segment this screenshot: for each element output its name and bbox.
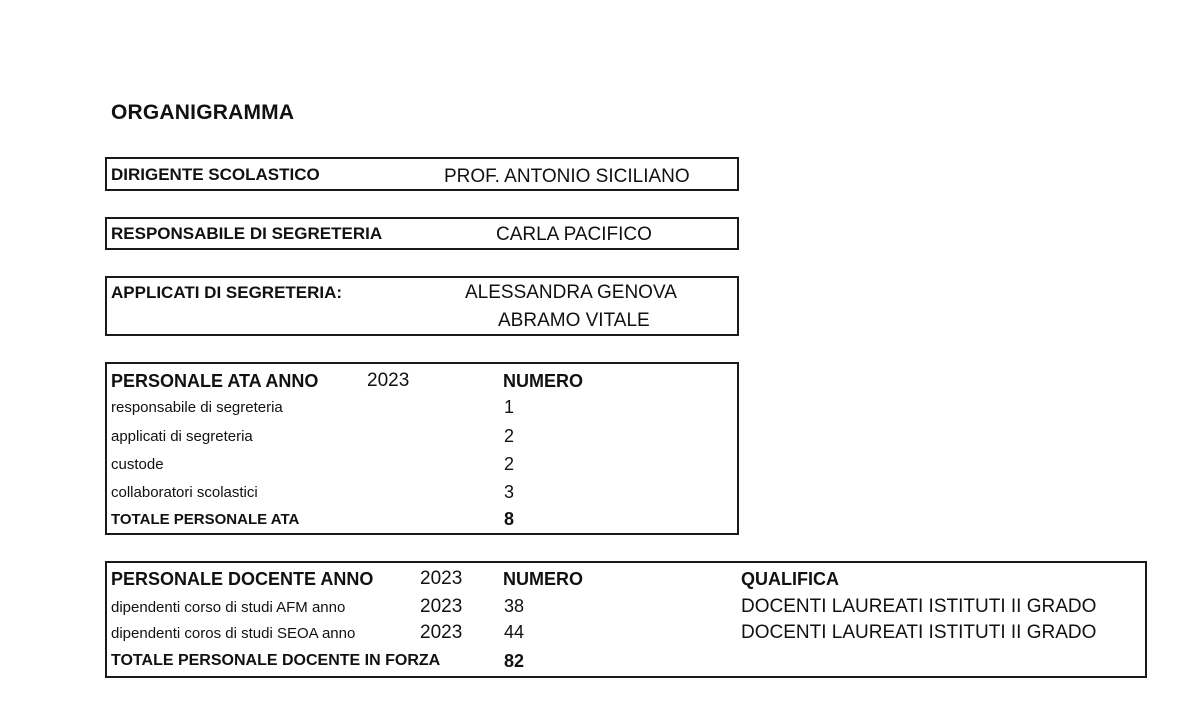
docenti-total-value: 82 — [504, 651, 525, 671]
ata-row-value: 2 — [504, 426, 515, 446]
ata-year: 2023 — [367, 370, 410, 391]
docenti-row-value: 38 — [504, 596, 525, 616]
responsabile-value: CARLA PACIFICO — [496, 224, 652, 245]
docenti-heading: PERSONALE DOCENTE ANNO — [111, 569, 374, 589]
ata-numero-header: NUMERO — [503, 371, 583, 391]
docenti-row-value: 44 — [504, 622, 525, 642]
docenti-row-year: 2023 — [420, 596, 463, 617]
ata-row-value: 3 — [504, 482, 515, 502]
docenti-numero-header: NUMERO — [503, 569, 583, 589]
dirigente-label: DIRIGENTE SCOLASTICO — [111, 165, 320, 184]
ata-row-label: responsabile di segreteria — [111, 399, 283, 416]
docenti-row-label: dipendenti coros di studi SEOA anno — [111, 625, 356, 642]
applicati-value-1: ALESSANDRA GENOVA — [465, 282, 677, 303]
ata-row-value: 2 — [504, 454, 515, 474]
ata-row-label: custode — [111, 456, 164, 473]
docenti-row-qualifica: DOCENTI LAUREATI ISTITUTI II GRADO — [741, 596, 1097, 617]
docenti-qualifica-header: QUALIFICA — [741, 569, 839, 589]
docenti-row-label: dipendenti corso di studi AFM anno — [111, 599, 346, 616]
docenti-row-year: 2023 — [420, 622, 463, 643]
docenti-row-qualifica: DOCENTI LAUREATI ISTITUTI II GRADO — [741, 622, 1097, 643]
ata-row-value: 1 — [504, 397, 515, 417]
page-title: ORGANIGRAMMA — [111, 101, 295, 124]
ata-row-label: applicati di segreteria — [111, 428, 253, 445]
ata-total-label: TOTALE PERSONALE ATA — [111, 511, 300, 528]
ata-row-label: collaboratori scolastici — [111, 484, 258, 501]
ata-heading: PERSONALE ATA ANNO — [111, 371, 319, 391]
applicati-value-2: ABRAMO VITALE — [498, 310, 650, 331]
ata-total-value: 8 — [504, 509, 515, 529]
responsabile-label: RESPONSABILE DI SEGRETERIA — [111, 224, 383, 243]
docenti-total-label: TOTALE PERSONALE DOCENTE IN FORZA — [111, 652, 441, 669]
dirigente-value: PROF. ANTONIO SICILIANO — [444, 166, 690, 187]
applicati-label: APPLICATI DI SEGRETERIA: — [111, 283, 343, 302]
docenti-year: 2023 — [420, 568, 463, 589]
